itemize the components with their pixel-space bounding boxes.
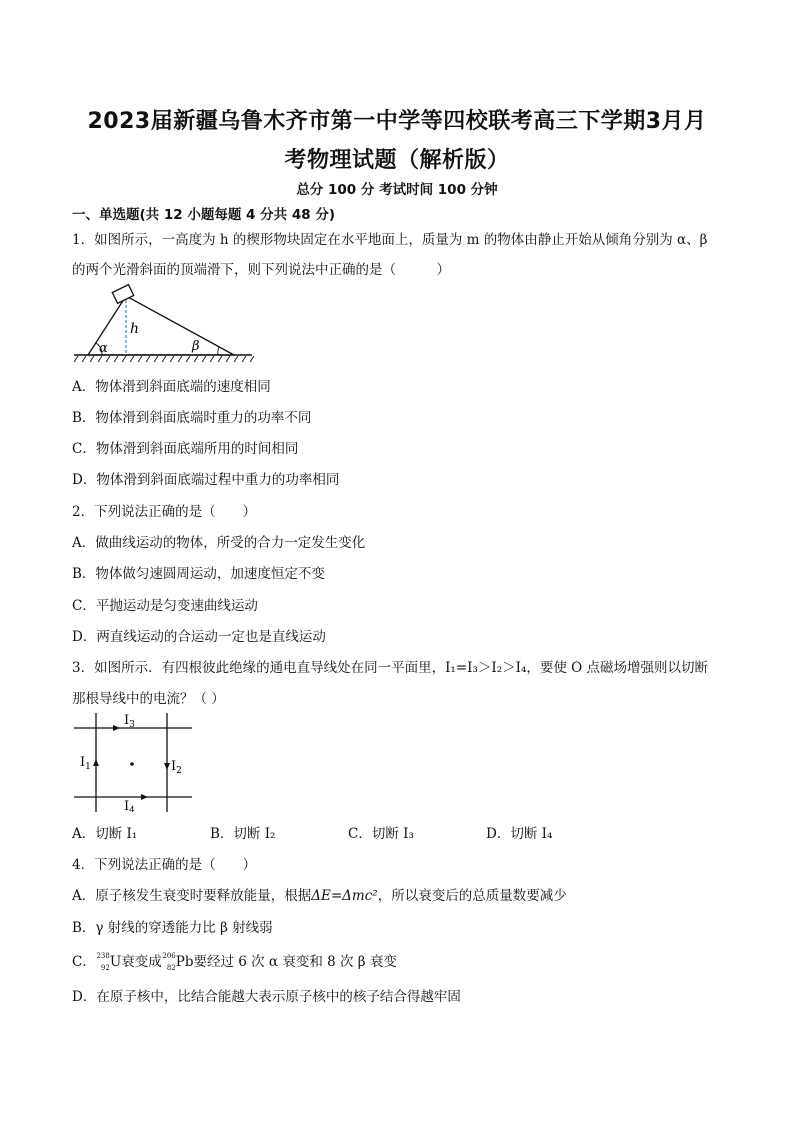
q4-option-a: A．原子核发生衰变时要释放能量，根据ΔE=Δmc²，所以衰变后的总质量数要减少 bbox=[72, 888, 567, 904]
q2-stem: 2．下列说法正确的是（ ） bbox=[72, 504, 257, 520]
q3-wires-figure bbox=[72, 708, 202, 812]
ground-hatch bbox=[74, 356, 254, 362]
label-i1: $I_1$ bbox=[80, 755, 91, 772]
q2-option-b: B．物体做匀速圆周运动，加速度恒定不变 bbox=[72, 566, 325, 582]
i4-arrow bbox=[141, 794, 148, 800]
q3-option-b: B．切断 I₂ bbox=[210, 826, 276, 842]
q4-option-c: C． 238 92 U衰变成 206 82 Pb要经过 6 次 α 衰变和 8 次 β 衰变 bbox=[72, 951, 397, 972]
i3-arrow bbox=[113, 725, 120, 731]
q1-stem-line-1: 1．如图所示，一高度为 h 的楔形物块固定在水平地面上，质量为 m 的物体由静止开始从倾角分别为 α、β bbox=[72, 232, 708, 248]
q2-option-a: A．做曲线运动的物体，所受的合力一定发生变化 bbox=[72, 535, 366, 551]
label-i4: $I_4$ bbox=[124, 799, 135, 812]
q2-option-d: D．两直线运动的合运动一定也是直线运动 bbox=[72, 629, 326, 645]
q1-stem-line-2: 的两个光滑斜面的顶端滑下，则下列说法中正确的是（ ） bbox=[72, 262, 450, 278]
uranium-isotope: 238 92 bbox=[96, 951, 110, 972]
i1-arrow bbox=[93, 759, 99, 766]
q4-option-d: D．在原子核中，比结合能越大表示原子核中的核子结合得越牢固 bbox=[72, 989, 461, 1005]
label-i2: $I_2$ bbox=[171, 759, 182, 776]
q1-option-a: A．物体滑到斜面底端的速度相同 bbox=[72, 379, 271, 395]
mass-energy-formula: ΔE=Δmc² bbox=[311, 888, 378, 904]
q1-option-c: C．物体滑到斜面底端所用的时间相同 bbox=[72, 441, 299, 457]
block bbox=[112, 285, 133, 304]
q2-option-c: C．平抛运动是匀变速曲线运动 bbox=[72, 598, 258, 614]
title-line-1: 2023届新疆乌鲁木齐市第一中学等四校联考高三下学期3月月 bbox=[87, 109, 707, 134]
q3-option-d: D．切断 I₄ bbox=[486, 826, 553, 842]
q1-wedge-figure bbox=[72, 282, 256, 366]
subtitle: 总分 100 分 考试时间 100 分钟 bbox=[296, 182, 498, 198]
label-h: h bbox=[130, 321, 140, 337]
q4-stem: 4．下列说法正确的是（ ） bbox=[72, 857, 257, 873]
label-alpha: α bbox=[99, 341, 108, 356]
section-heading: 一、单选题(共 12 小题每题 4 分共 48 分) bbox=[72, 207, 336, 223]
q3-stem-line-1: 3．如图所示．有四根彼此绝缘的通电直导线处在同一平面里，I₁=I₃＞I₂＞I₄，要使 O 点磁场增强则以切断 bbox=[72, 660, 709, 676]
label-i3: $I_3$ bbox=[124, 713, 135, 730]
q4-option-b: B．γ 射线的穿透能力比 β 射线弱 bbox=[72, 920, 273, 936]
i2-arrow bbox=[164, 763, 170, 770]
q3-option-c: C．切断 I₃ bbox=[348, 826, 414, 842]
q1-option-d: D．物体滑到斜面底端过程中重力的功率相同 bbox=[72, 472, 340, 488]
lead-isotope: 206 82 bbox=[162, 951, 176, 972]
q3-option-a: A．切断 I₁ bbox=[72, 826, 138, 842]
q1-option-b: B．物体滑到斜面底端时重力的功率不同 bbox=[72, 410, 312, 426]
label-beta: β bbox=[192, 339, 200, 354]
point-o bbox=[130, 762, 134, 766]
q3-stem-line-2: 那根导线中的电流？（ ） bbox=[72, 691, 225, 707]
title-line-2: 考物理试题（解析版） bbox=[284, 148, 510, 173]
